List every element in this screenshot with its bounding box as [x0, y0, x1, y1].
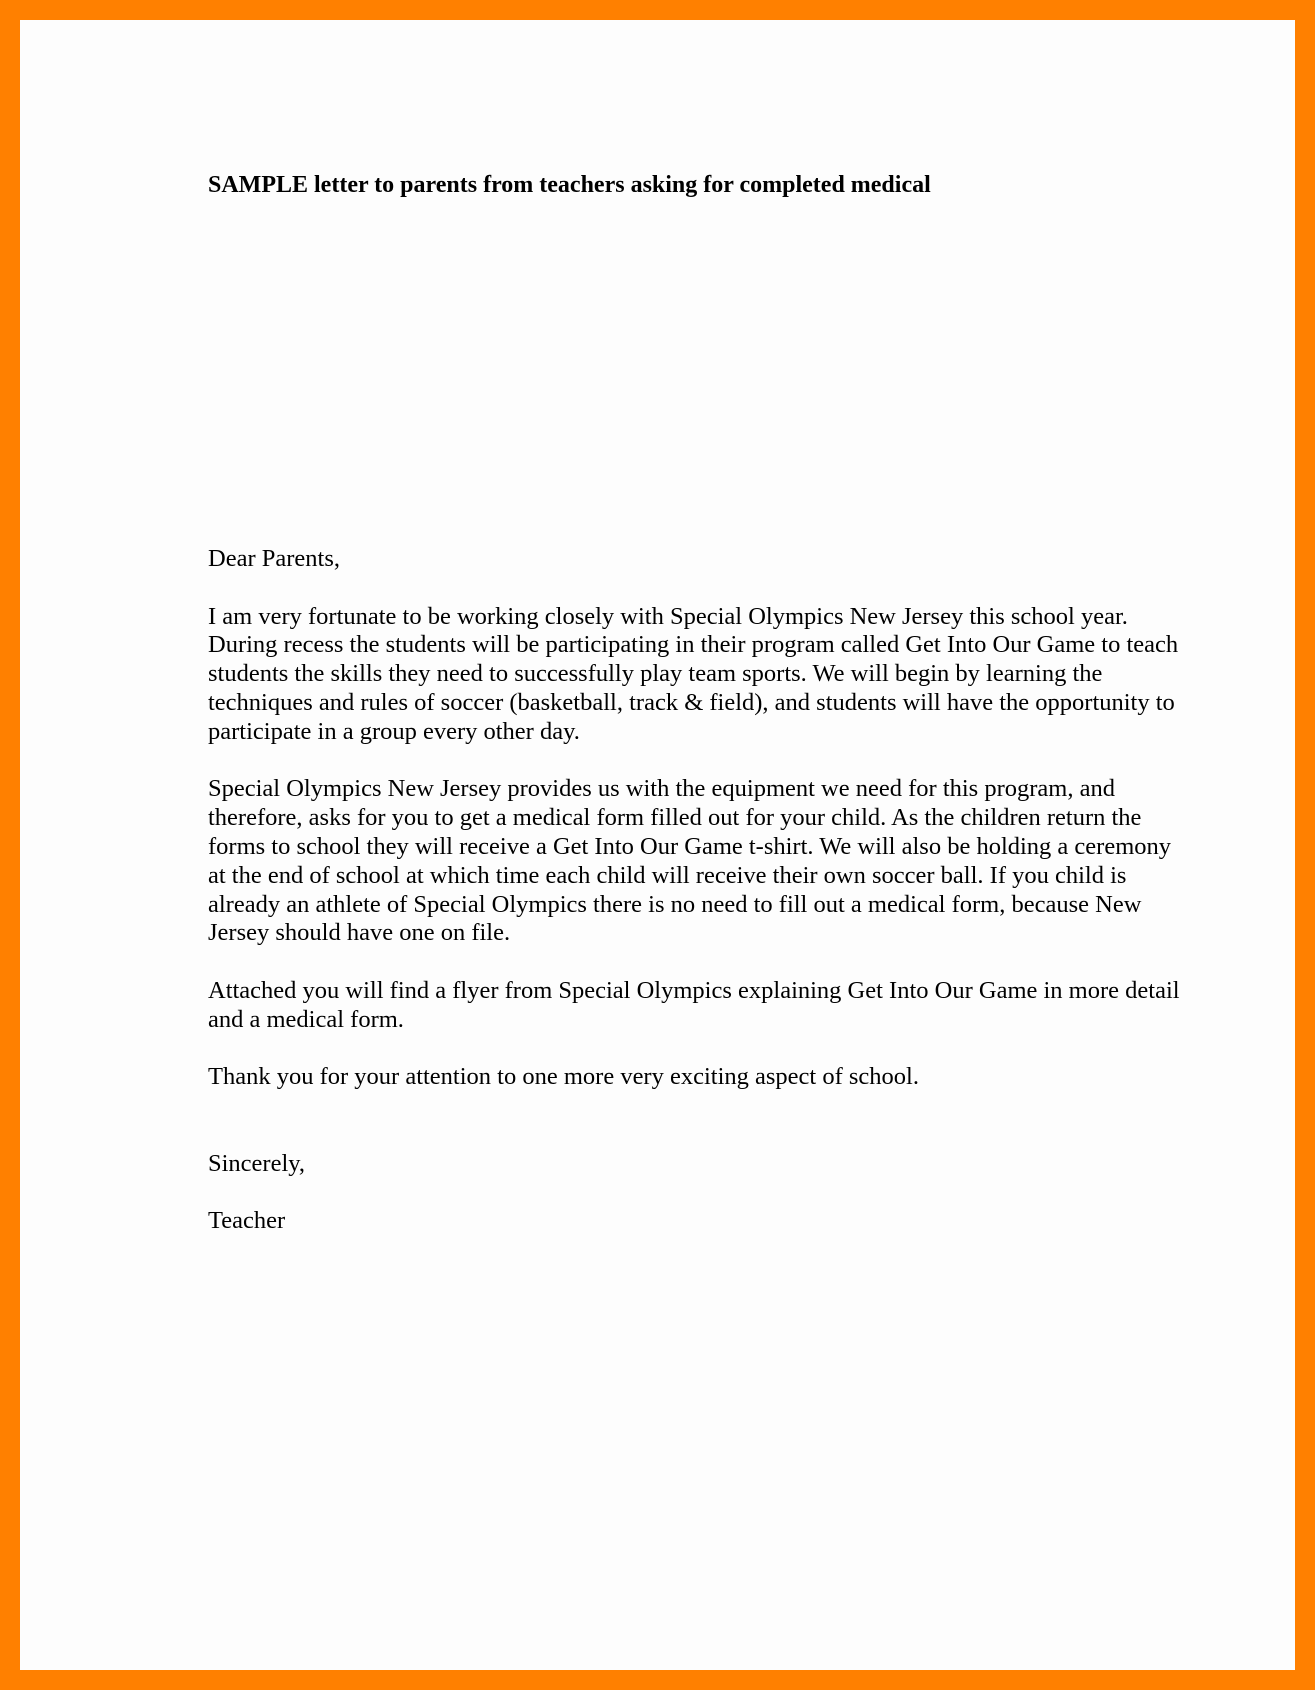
paragraph-thanks: Thank you for your attention to one more very exciting aspect of school. [208, 1063, 919, 1091]
signature: Teacher [208, 1207, 286, 1235]
letter-title: SAMPLE letter to parents from teachers asking for completed medical [208, 172, 931, 198]
document-page [20, 20, 1295, 1670]
salutation: Dear Parents, [208, 545, 340, 572]
paragraph-attachment: Attached you will find a flyer from Special Olympics explaining Get Into Our Game in more detail and a medical form. [208, 976, 1180, 1033]
paragraph-medical-form: Special Olympics New Jersey provides us with the equipment we need for this program, and therefore, asks for you to get a medical form filled out for your child. As the children return the forms to school they will receive a Get Into Our Game t-shirt. We will also be holding a ceremony at the end of school at which time each child will receive their own soccer ball. If you child is already an athlete of Special Olympics there is no need to fill out a medical form, because New Jersey should have one on file. [208, 775, 1172, 947]
closing: Sincerely, [208, 1149, 306, 1177]
letter-body [208, 545, 1188, 1265]
paragraph-intro: I am very fortunate to be working closely with Special Olympics New Jersey this school year. During recess the students will be participating in their program called Get Into Our Game to teach students the skills they need to successfully play team sports. We will begin by learning the techniques and rules of soccer (basketball, track & field), and students will have the opportunity to participate in a group every other day. [208, 602, 1179, 745]
